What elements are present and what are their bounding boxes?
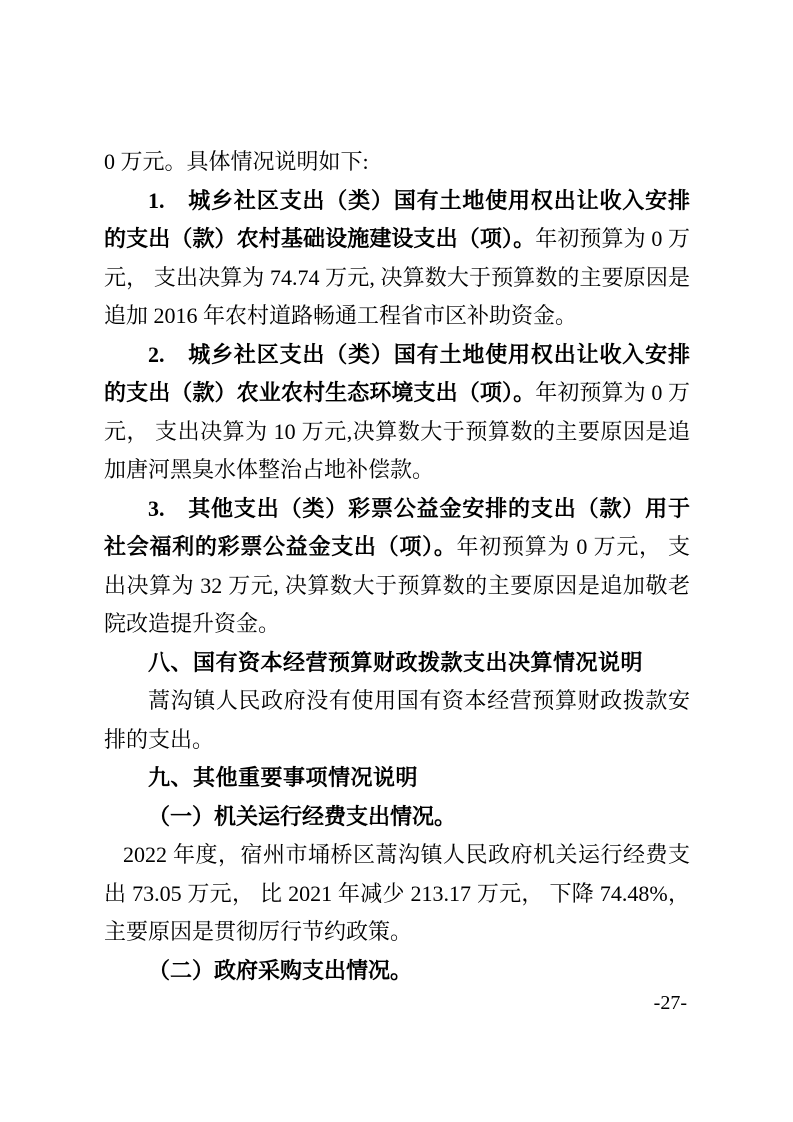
numbered-item-2-detail: 年初预算为 0 万元， 支出决算为 10 万元,决算数大于预算数的主要原因是追加唐河黑臭水体整治占地补偿款。 — [104, 380, 690, 482]
section-8-body: 蒿沟镇人民政府没有使用国有资本经营预算财政拨款安排的支出。 — [104, 688, 690, 752]
numbered-item-3-title: 3. 其他支出（类）彩票公益金安排的支出（款）用于社会福利的彩票公益金支出（项）。 — [104, 495, 690, 559]
section-9-sub-1-body: 2022 年度，宿州市埇桥区蒿沟镇人民政府机关运行经费支出 73.05 万元， 比 2021 年减少 213.17 万元， 下降 74.48%， 主要原因是贯彻厉行节约政策。 — [104, 842, 690, 944]
section-9-sub-1-heading: （一）机关运行经费支出情况。 — [148, 803, 457, 829]
numbered-item-2-title: 2. 城乡社区支出（类）国有土地使用权出让收入安排的支出（款）农业农村生态环境支出（项）。 — [104, 341, 690, 405]
document-body — [104, 143, 690, 990]
section-9-sub-2-heading: （二）政府采购支出情况。 — [148, 957, 413, 983]
numbered-item-3-detail: 年初预算为 0 万元， 支出决算为 32 万元, 决算数大于预算数的主要原因是追加敬老院改造提升资金。 — [104, 534, 690, 636]
numbered-item-3 — [104, 490, 690, 644]
numbered-item-1-title: 1. 城乡社区支出（类）国有土地使用权出让收入安排的支出（款）农村基础设施建设支出（项）。 — [104, 187, 690, 251]
section-8-heading: 八、国有资本经营预算财政拨款支出决算情况说明 — [148, 649, 644, 675]
numbered-item-2 — [104, 336, 690, 490]
intro-line: 0 万元。具体情况说明如下: — [104, 149, 369, 174]
section-9-heading: 九、其他重要事项情况说明 — [148, 765, 419, 790]
numbered-item-1 — [104, 182, 690, 336]
numbered-item-1-detail: 年初预算为 0 万元， 支出决算为 74.74 万元, 决算数大于预算数的主要原因是追加 2016 年农村道路畅通工程省市区补助资金。 — [104, 226, 690, 328]
page-number: -27- — [653, 992, 687, 1014]
